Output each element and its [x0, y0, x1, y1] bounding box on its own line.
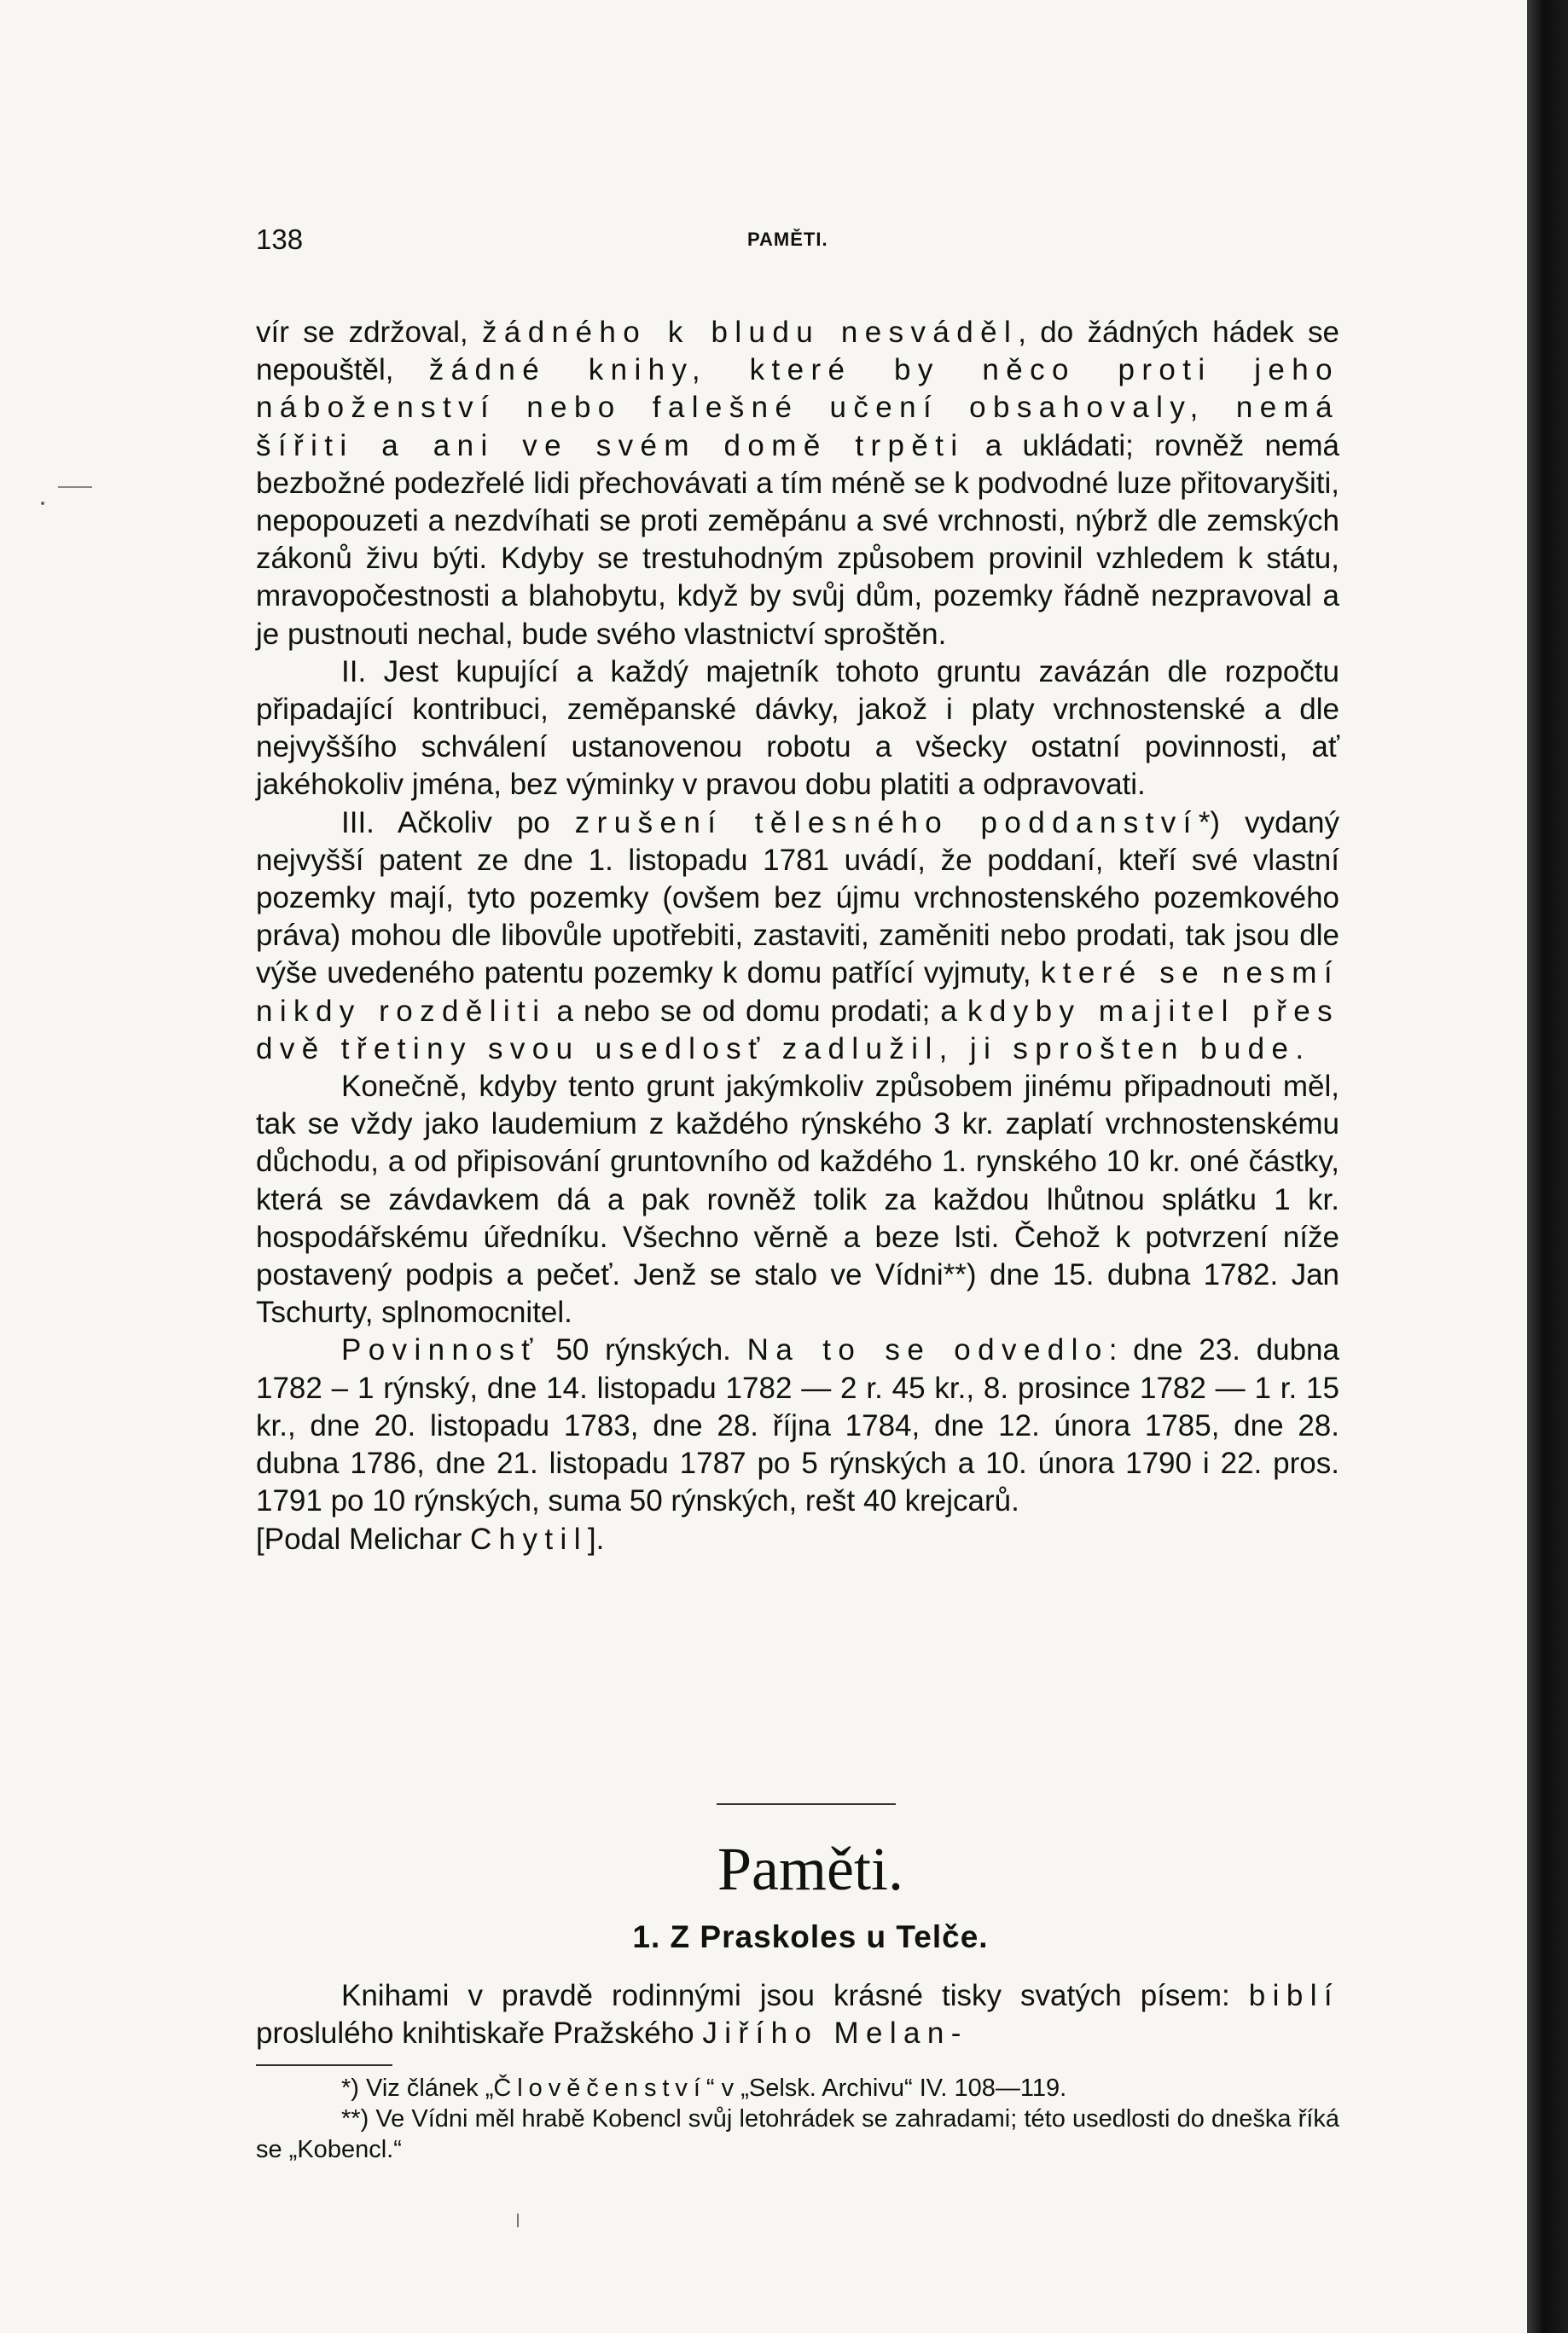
paragraph-2 — [256, 653, 1339, 804]
text-run: “ v „Selsk. Archivu“ IV. 108—119. — [706, 2075, 1067, 2102]
section-divider — [717, 1803, 896, 1805]
text-run: proslulého knihtiskaře Pražského — [256, 2017, 703, 2050]
spaced-text: Chytil — [469, 1522, 588, 1556]
text-run: *) vydaný nejvyšší patent ze dne 1. listopadu 1781 uvádí, že poddaní, kteří své vlastní pozemky mají, tyto pozemky (ovšem bez újmu vrchnostenského pozemkového práva) mohou dle libovůle upotřebiti, zastaviti, zaměniti nebo prodati, tak jsou dle výše uvedeného patentu pozemky k domu patřící vyjmuty, — [256, 805, 1339, 990]
footnote-rule — [256, 2064, 392, 2066]
paragraph-1 — [256, 314, 1339, 653]
bottom-mark — [517, 2214, 519, 2227]
spaced-text: které se nesmí nikdy rozděliti — [256, 956, 1339, 1028]
spaced-text: Povinnosť — [341, 1333, 540, 1367]
spaced-text: biblí — [1248, 1979, 1339, 2012]
margin-dot — [41, 502, 44, 505]
spaced-text: Člověčenství — [493, 2075, 706, 2102]
spaced-text: Jiřího Melan- — [702, 2017, 968, 2050]
section-text — [256, 1977, 1339, 2052]
text-run: a nebo se od domu prodati; a — [546, 994, 967, 1028]
margin-mark — [58, 486, 92, 488]
running-title: PAMĚTI. — [747, 229, 828, 250]
paragraph-3 — [256, 804, 1339, 1068]
section-paragraph-1 — [256, 1977, 1339, 2052]
footnotes — [256, 2073, 1339, 2165]
footnote-1 — [256, 2073, 1339, 2104]
text-run: **) Ve Vídni měl hrabě Kobencl svůj letohrádek se zahradami; této usedlosti do dneška říká se „Kobencl.“ — [256, 2105, 1339, 2163]
footnote-2 — [256, 2104, 1339, 2165]
text-run: , do žádných hádek se nepouštěl, — [256, 316, 1339, 387]
text-run: [Podal Melichar — [256, 1522, 470, 1556]
page-edge-shadow — [1527, 0, 1568, 2333]
spaced-text: žádného k bludu nesváděl — [481, 316, 1019, 349]
text-run: . — [1295, 1031, 1304, 1065]
signature-line — [256, 1521, 1339, 1558]
text-run: III. Ačkoliv po — [341, 805, 575, 839]
text-run: a ukládati; rovněž nemá bezbožné podezřelé lidi přechovávati a tím méně se k podvodné luze přitovaryšiti, nepopouzeti a nezdvíhati se proti zeměpánu a své vrchnosti, nýbrž dle zemských zákonů živu býti. Kdyby se trestuhodným způsobem provinil vzhledem k státu, mravopočestnosti a blahobytu, když by svůj dům, pozemky řádně nezpravoval a je pustnouti nechal, bude svého vlastnictví sproštěn. — [256, 428, 1340, 651]
paragraph-4 — [256, 1068, 1339, 1332]
text-run: *) Viz článek „ — [341, 2075, 494, 2102]
spaced-text: Na to se odvedlo — [746, 1333, 1109, 1367]
spaced-text: žádné knihy, které by něco proti jeho náboženství nebo falešné učení obsahovaly, nemá šířiti a ani ve svém domě trpěti — [256, 353, 1339, 462]
text-run: Knihami v pravdě rodinnými jsou krásné tisky svatých písem: — [341, 1979, 1249, 2012]
text-run: : dne 23. dubna 1782 – 1 rýnský, dne 14. listopadu 1782 — 2 r. 45 kr., 8. prosince 1782 — 1 r. 15 kr., dne 20. listopadu 1783, dne 28. října 1784, dne 12. února 1785, dne 28. dubna 1786, dne 21. listopadu 1787 po 5 rýnských a 10. února 1790 i 22. pros. 1791 po 10 rýnských, suma 50 rýnských, rešt 40 krejcarů. — [256, 1333, 1339, 1518]
main-text — [256, 314, 1339, 1558]
text-run: ]. — [587, 1522, 605, 1556]
paragraph-5 — [256, 1332, 1339, 1520]
text-run: 50 rýnských. — [539, 1333, 747, 1367]
spaced-text: zrušení tělesného poddanství — [574, 805, 1199, 839]
text-run: Konečně, kdyby tento grunt jakýmkoliv způsobem jinému připadnouti měl, tak se vždy jako laudemium z každého rýnského 3 kr. zaplatí vrchnostenskému důchodu, a od připisování gruntovního od každého 1. rynského 10 kr. oné částky, která se závdavkem dá a pak rovněž tolik za každou lhůtnou splátku 1 kr. hospodářskému úředníku. Všechno věrně a beze lsti. Čehož k potvrzení níže postavený podpis a pečeť. Jenž se stalo ve Vídni**) dne 15. dubna 1782. Jan Tschurty, splnomocnitel. — [256, 1070, 1339, 1330]
section-subtitle: 1. Z Praskoles u Telče. — [632, 1919, 989, 1954]
page-number: 138 — [256, 223, 304, 255]
text-run: vír se zdržoval, — [256, 316, 482, 349]
text-run: II. Jest kupující a každý majetník tohoto gruntu zavázán dle rozpočtu připadající kontribuci, zeměpanské dávky, jakož i platy vrchnostenské a dle nejvyššího schválení ustanovenou robotu a všecky ostatní povinnosti, ať jakéhokoliv jména, bez výminky v pravou dobu platiti a odpravovati. — [256, 654, 1339, 802]
spaced-text: kdyby majitel přes dvě třetiny svou usedlosť zadlužil, ji sprošten bude — [256, 994, 1339, 1065]
section-title: Paměti. — [717, 1835, 903, 1903]
page-header — [256, 223, 1339, 258]
